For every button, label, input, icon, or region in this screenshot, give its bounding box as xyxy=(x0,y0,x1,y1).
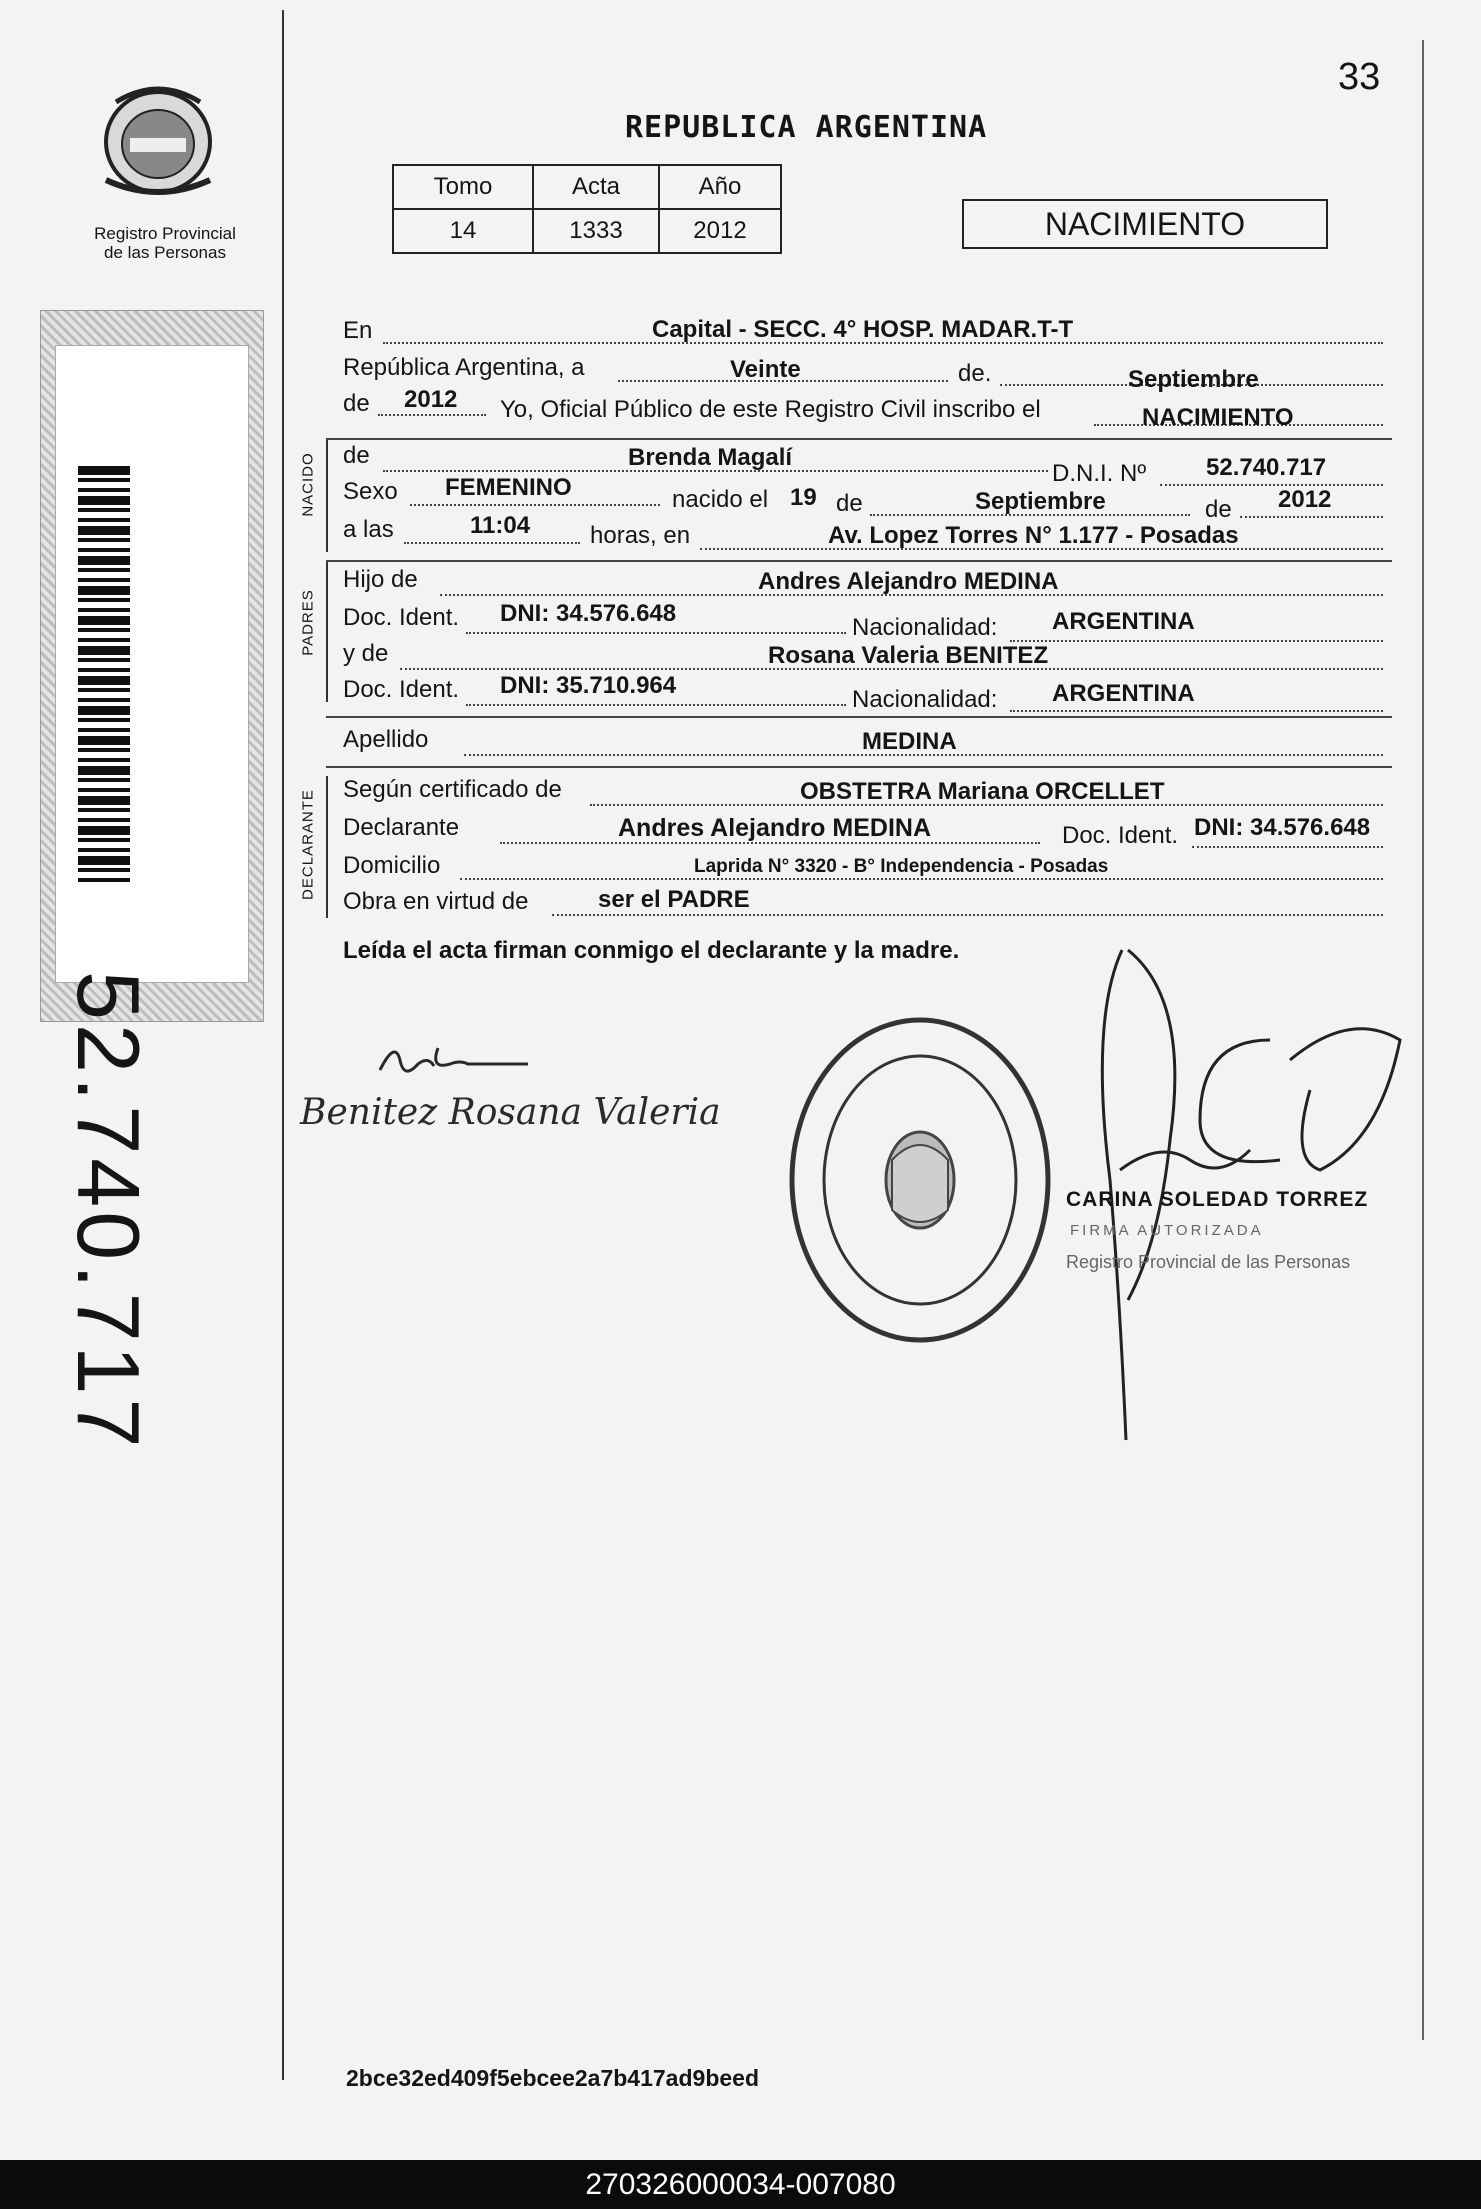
dotted-line xyxy=(1160,484,1383,486)
value-obra: ser el PADRE xyxy=(598,886,750,913)
provincial-seal-icon xyxy=(96,80,220,200)
side-label-declarante: DECLARANTE xyxy=(299,789,317,900)
value-declarante: Andres Alejandro MEDINA xyxy=(618,814,932,842)
barcode-label xyxy=(55,345,249,1452)
registry-line1: Registro Provincial xyxy=(94,224,236,243)
closing-statement: Leída el acta firman conmigo el declarante y la madre. xyxy=(343,937,960,964)
section-rule xyxy=(326,560,1392,562)
officer-name: CARINA SOLEDAD TORREZ xyxy=(1066,1188,1369,1211)
officer-registry: Registro Provincial de las Personas xyxy=(1066,1252,1351,1272)
dotted-line xyxy=(552,914,1383,916)
value-madre-dni: DNI: 35.710.964 xyxy=(500,672,677,699)
value-nombre: Brenda Magalí xyxy=(628,444,793,471)
value-certificado: OBSTETRA Mariana ORCELLET xyxy=(800,778,1165,805)
value-anio: 2012 xyxy=(404,386,458,413)
section-rule xyxy=(326,438,1392,440)
record-type-box: NACIMIENTO xyxy=(962,199,1328,249)
dotted-line xyxy=(378,414,486,416)
dotted-line xyxy=(460,878,1383,880)
value-dia: 19 xyxy=(790,484,817,511)
label-doc2: Doc. Ident. xyxy=(343,676,460,703)
section-rule xyxy=(326,766,1392,768)
dotted-line xyxy=(1010,710,1383,712)
value-dia-texto: Veinte xyxy=(730,356,801,383)
document-heading: REPUBLICA ARGENTINA xyxy=(625,110,988,145)
label-nacionalidad2: Nacionalidad: xyxy=(852,686,998,713)
value-padre-dni: DNI: 34.576.648 xyxy=(500,600,677,627)
header-acta: Acta xyxy=(533,165,659,209)
label-declarante: Declarante xyxy=(343,814,460,841)
value-lugar: Capital - SECC. 4° HOSP. MADAR.T-T xyxy=(652,316,1074,343)
label-doc-decl: Doc. Ident. xyxy=(1062,822,1179,849)
section-bar-nacido xyxy=(326,440,328,552)
officer-role: FIRMA AUTORIZADA xyxy=(1070,1222,1264,1239)
official-seal-stamp xyxy=(780,1010,1060,1350)
value-anio: 2012 xyxy=(659,209,781,253)
dotted-line xyxy=(410,504,660,506)
margin-rule xyxy=(282,10,284,2080)
barcode-sticker xyxy=(40,310,264,1452)
value-lugar-nac: Av. Lopez Torres N° 1.177 - Posadas xyxy=(828,522,1239,549)
label-obra: Obra en virtud de xyxy=(343,888,529,915)
label-nac-de: de xyxy=(343,442,370,469)
mother-handwritten-name: Benitez Rosana Valeria xyxy=(300,1092,721,1133)
header-tomo: Tomo xyxy=(393,165,533,209)
footer-code: 270326000034-007080 xyxy=(0,2160,1481,2209)
value-dni: 52.740.717 xyxy=(1206,454,1327,481)
label-doc: Doc. Ident. xyxy=(343,604,460,631)
value-padre: Andres Alejandro MEDINA xyxy=(758,568,1059,595)
value-hora: 11:04 xyxy=(470,512,531,539)
label-y-de: y de xyxy=(343,640,389,667)
label-sexo: Sexo xyxy=(343,478,398,505)
dotted-line xyxy=(1010,640,1383,642)
value-apellido: MEDINA xyxy=(862,728,957,755)
dotted-line xyxy=(1240,516,1383,518)
label-domicilio: Domicilio xyxy=(343,852,441,879)
label-nacionalidad: Nacionalidad: xyxy=(852,614,998,641)
dotted-line xyxy=(466,632,846,634)
value-acta: 1333 xyxy=(533,209,659,253)
registry-name xyxy=(70,224,260,262)
value-tomo: 14 xyxy=(393,209,533,253)
label-segun: Según certificado de xyxy=(343,776,562,803)
label-yo: Yo, Oficial Público de este Registro Civil inscribo el xyxy=(500,396,1041,423)
value-mes-texto: Septiembre xyxy=(1128,366,1259,393)
header-anio: Año xyxy=(659,165,781,209)
value-madre: Rosana Valeria BENITEZ xyxy=(768,642,1049,669)
value-declarante-dni: DNI: 34.576.648 xyxy=(1194,814,1371,841)
value-anio-nac: 2012 xyxy=(1278,486,1332,513)
value-mes: Septiembre xyxy=(975,488,1106,515)
side-label-padres: PADRES xyxy=(299,589,317,656)
label-nacido: nacido el xyxy=(672,486,769,513)
barcode-number: 52.740.717 xyxy=(59,971,158,1452)
label-a-las: a las xyxy=(343,516,394,543)
right-margin-rule xyxy=(1422,40,1424,2040)
label-en: En xyxy=(343,317,373,344)
dotted-line xyxy=(466,704,846,706)
label-hijo: Hijo de xyxy=(343,566,418,593)
section-rule xyxy=(326,716,1392,718)
label-republica: República Argentina, a xyxy=(343,354,585,381)
label-de2: de xyxy=(343,390,370,417)
dotted-line xyxy=(1192,846,1383,848)
label-apellido: Apellido xyxy=(343,726,429,753)
value-domicilio: Laprida N° 3320 - B° Independencia - Posadas xyxy=(694,856,1109,877)
page-number: 33 xyxy=(1338,56,1381,98)
label-nac-de2: de xyxy=(836,490,863,517)
label-horas: horas, en xyxy=(590,522,691,549)
section-bar-declarante xyxy=(326,776,328,918)
registry-line2: de las Personas xyxy=(104,243,226,262)
document-hash: 2bce32ed409f5ebcee2a7b417ad9beed xyxy=(346,2065,760,2091)
label-nac-de3: de xyxy=(1205,496,1232,523)
label-de: de. xyxy=(958,360,992,387)
label-dni: D.N.I. Nº xyxy=(1052,460,1147,487)
dotted-line xyxy=(404,542,580,544)
barcode-bars xyxy=(78,466,130,886)
value-sexo: FEMENINO xyxy=(445,474,572,501)
value-padre-nac: ARGENTINA xyxy=(1052,608,1195,635)
value-madre-nac: ARGENTINA xyxy=(1052,680,1195,707)
side-label-nacido: NACIDO xyxy=(299,452,317,517)
section-bar-padres xyxy=(326,562,328,702)
tomo-acta-table xyxy=(392,164,782,254)
value-acto: NACIMIENTO xyxy=(1142,404,1294,431)
